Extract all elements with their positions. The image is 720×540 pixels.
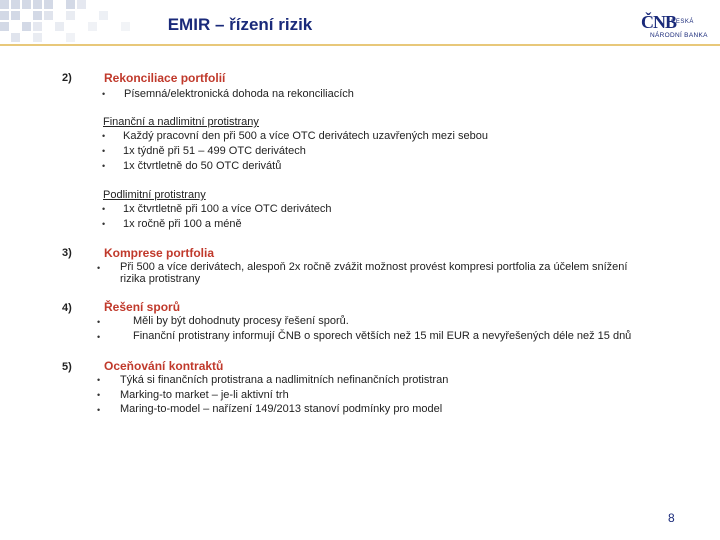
bullet: • bbox=[102, 146, 106, 156]
list-item: 1x čtvrtletně do 50 OTC derivátů bbox=[123, 160, 282, 172]
list-item-continuation: rizika protistrany bbox=[120, 273, 201, 285]
bullet: • bbox=[97, 332, 101, 342]
logo-line1: ČESKÁ bbox=[671, 19, 694, 25]
list-item: Týká si finančních protistrana a nadlimitních nefinančních protistran bbox=[120, 374, 449, 386]
list-item: Při 500 a více derivátech, alespoň 2x ročně zvážit možnost provést kompresi portfolia za účelem snížení bbox=[120, 261, 628, 273]
section-number-5: 5) bbox=[62, 361, 72, 373]
section-number-3: 3) bbox=[62, 247, 72, 259]
subheading-financial: Finanční a nadlimitní protistrany bbox=[103, 116, 259, 128]
cnb-logo bbox=[641, 12, 713, 42]
bullet: • bbox=[102, 204, 106, 214]
bullet: • bbox=[97, 375, 101, 385]
list-item: Marking-to market – je-li aktivní trh bbox=[120, 389, 289, 401]
logo-mark: ČNB bbox=[641, 12, 677, 32]
list-item: Měli by být dohodnuty procesy řešení sporů. bbox=[133, 315, 349, 327]
list-item: 1x čtvrtletně při 100 a více OTC derivátech bbox=[123, 203, 332, 215]
page-title: EMIR – řízení rizik bbox=[167, 15, 313, 34]
page-number: 8 bbox=[668, 511, 675, 525]
bullet: • bbox=[97, 263, 101, 273]
bullet: • bbox=[102, 131, 106, 141]
list-item: 1x ročně při 100 a méně bbox=[123, 218, 242, 230]
list-item: Každý pracovní den při 500 a více OTC derivátech uzavřených mezi sebou bbox=[123, 130, 489, 142]
bullet: • bbox=[97, 390, 101, 400]
bullet: • bbox=[97, 405, 101, 415]
list-item: Písemná/elektronická dohoda na rekonciliacích bbox=[124, 88, 354, 100]
list-item: Maring-to-model – nařízení 149/2013 stanoví podmínky pro model bbox=[120, 403, 443, 415]
list-item: 1x týdně při 51 – 499 OTC derivátech bbox=[123, 145, 306, 157]
list-item: Finanční protistrany informují ČNB o sporech větších než 15 mil EUR a nevyřešených déle než 15 dnů bbox=[133, 330, 632, 342]
header-divider bbox=[0, 44, 720, 46]
section-number-2: 2) bbox=[62, 72, 72, 84]
bullet: • bbox=[102, 89, 106, 99]
bullet: • bbox=[102, 161, 106, 171]
bullet: • bbox=[102, 219, 106, 229]
bullet: • bbox=[97, 317, 101, 327]
logo-line2: NÁRODNÍ BANKA bbox=[650, 32, 708, 39]
section-heading-2: Rekonciliace portfolií bbox=[104, 71, 226, 85]
section-heading-3: Komprese portfolia bbox=[104, 246, 215, 260]
subheading-below-threshold: Podlimitní protistrany bbox=[103, 189, 206, 201]
section-heading-4: Řešení sporů bbox=[104, 300, 181, 314]
section-number-4: 4) bbox=[62, 302, 72, 314]
section-heading-5: Oceňování kontraktů bbox=[104, 359, 224, 373]
